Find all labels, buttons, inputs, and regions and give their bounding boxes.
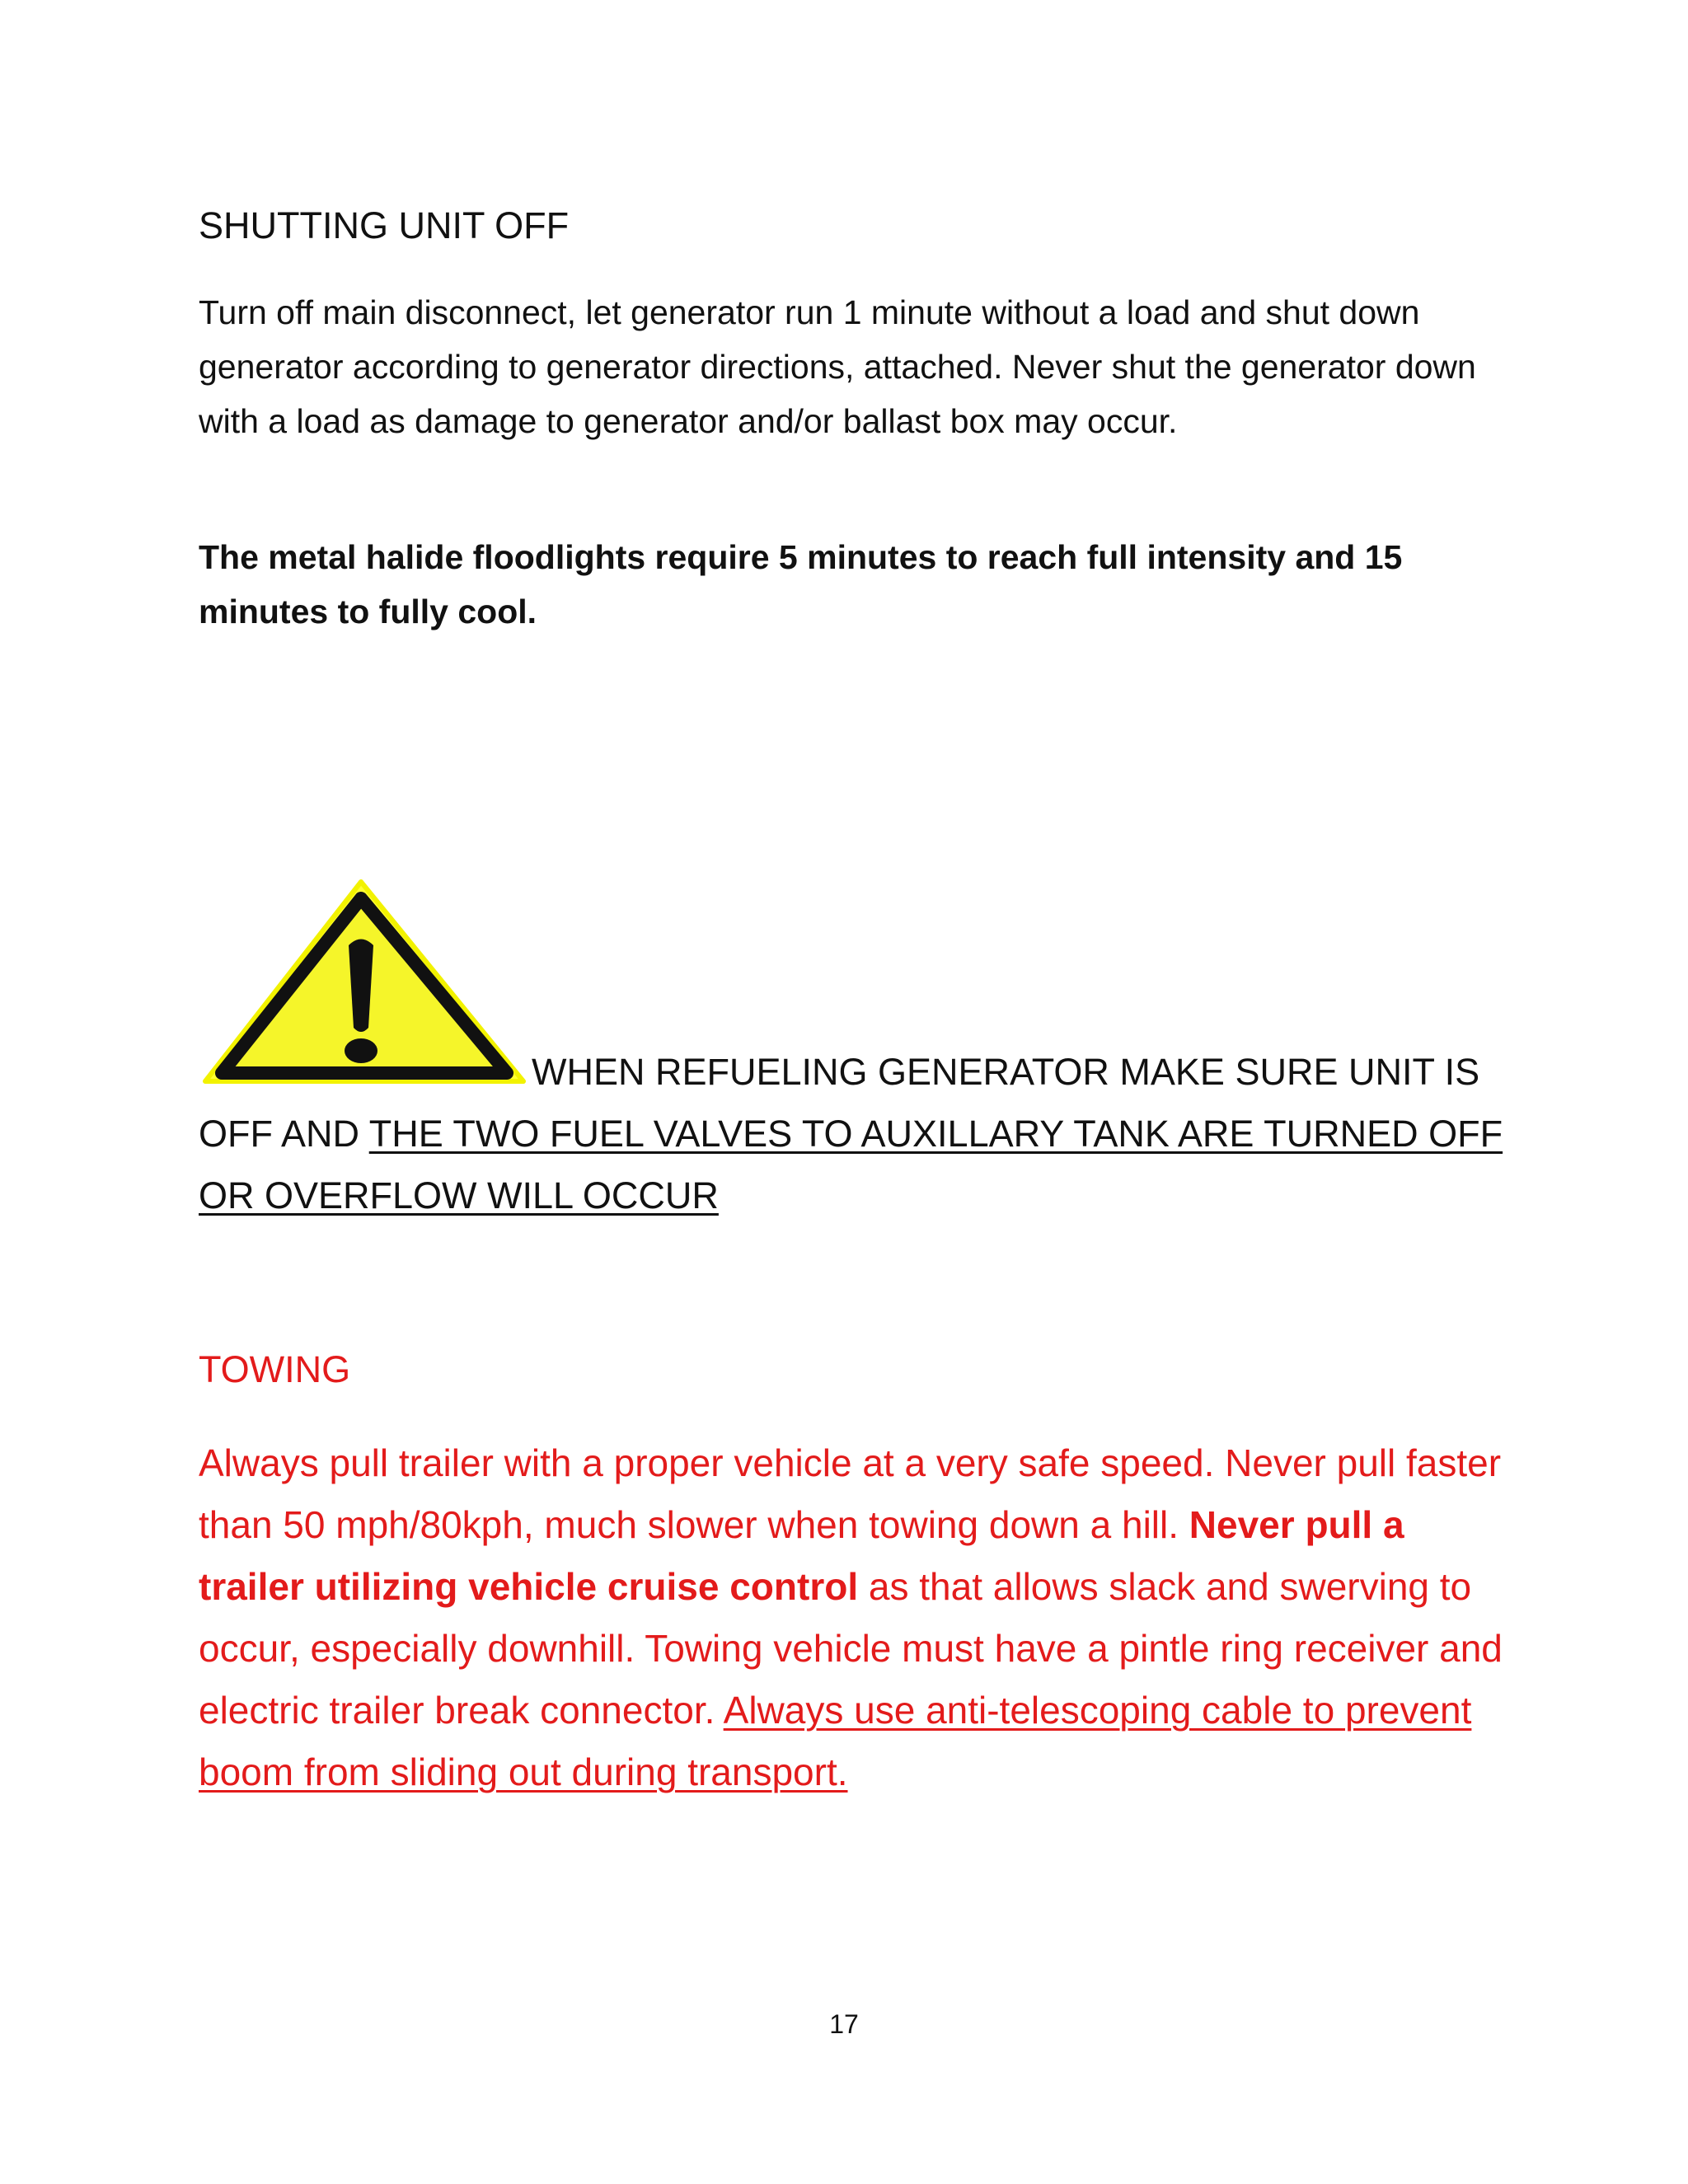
warning-text-line1: WHEN REFUELING GENERATOR MAKE SURE UNIT IS bbox=[532, 1051, 1480, 1093]
section-heading-shutting-unit-off: SHUTTING UNIT OFF bbox=[199, 204, 570, 246]
towing-text-part1: Always pull trailer with a proper vehicle at a very safe speed. Never pull faster than 50 mph/80kph, much slower when towing down a hill. bbox=[199, 1441, 1502, 1546]
warning-triangle-icon bbox=[200, 875, 532, 1088]
warning-text-continued bbox=[199, 1103, 1517, 1226]
towing-text-underlined: Always use anti-telescoping cable to prevent boom from sliding out during transport. bbox=[199, 1689, 1472, 1793]
warning-text-plain: OFF AND bbox=[199, 1113, 369, 1155]
towing-instructions-paragraph bbox=[199, 1432, 1517, 1803]
page-number: 17 bbox=[829, 2009, 859, 2039]
towing-text-bold: Never pull a trailer utilizing vehicle cruise control bbox=[199, 1503, 1404, 1608]
warning-text-underlined: THE TWO FUEL VALVES TO AUXILLARY TANK ARE TURNED OFF OR OVERFLOW WILL OCCUR bbox=[199, 1113, 1503, 1216]
shutdown-instructions-paragraph: Turn off main disconnect, let generator run 1 minute without a load and shut down generator according to generator directions, attached. Never shut the generator down with a load as damage to generator and/or ballast box may occur. bbox=[199, 293, 1476, 440]
floodlight-timing-note: The metal halide floodlights require 5 minutes to reach full intensity and 15 minutes to fully cool. bbox=[199, 538, 1403, 630]
section-heading-towing: TOWING bbox=[199, 1348, 351, 1390]
towing-text-part2: as that allows slack and swerving to occur, especially downhill. Towing vehicle must have a pintle ring receiver and electric trailer break connector. bbox=[199, 1565, 1503, 1732]
